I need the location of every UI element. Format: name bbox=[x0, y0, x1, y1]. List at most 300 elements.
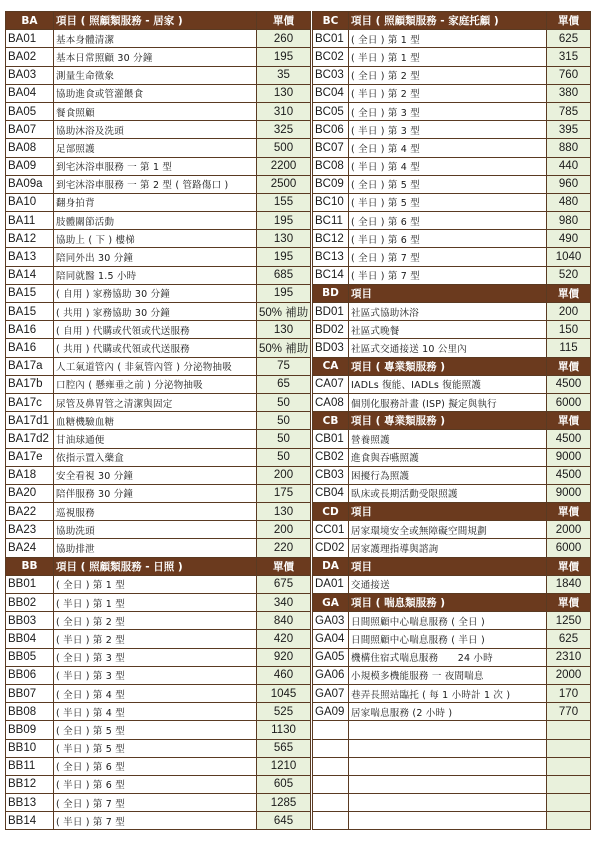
service-price: 9000 bbox=[547, 484, 591, 502]
table-row bbox=[6, 594, 311, 612]
service-name: 小規模多機能服務 一 夜間喘息 bbox=[349, 666, 547, 684]
service-name: ( 全日 ) 第 5 型 bbox=[54, 721, 257, 739]
service-code: BA01 bbox=[6, 30, 54, 48]
table-row bbox=[313, 84, 591, 102]
empty-cell bbox=[349, 721, 547, 739]
service-code: BB13 bbox=[6, 794, 54, 812]
service-code: BA02 bbox=[6, 48, 54, 66]
service-price: 2310 bbox=[547, 648, 591, 666]
section-code: GA bbox=[313, 594, 349, 612]
service-code: GA06 bbox=[313, 666, 349, 684]
service-code: BB03 bbox=[6, 612, 54, 630]
service-code: BD02 bbox=[313, 321, 349, 339]
section-header-row bbox=[6, 12, 311, 30]
service-price: 195 bbox=[257, 48, 311, 66]
table-row bbox=[6, 521, 311, 539]
empty-cell bbox=[349, 775, 547, 793]
service-code: BA12 bbox=[6, 230, 54, 248]
table-row bbox=[6, 339, 311, 357]
table-row bbox=[313, 630, 591, 648]
service-price: 2000 bbox=[547, 521, 591, 539]
service-price: 1045 bbox=[257, 684, 311, 702]
price-column-header: 單價 bbox=[257, 557, 311, 575]
table-row bbox=[313, 157, 591, 175]
section-title: 項目 ( 專業類服務 ) bbox=[349, 412, 547, 430]
table-row bbox=[313, 193, 591, 211]
service-price: 1250 bbox=[547, 612, 591, 630]
empty-cell bbox=[313, 739, 349, 757]
service-price: 1285 bbox=[257, 794, 311, 812]
service-name: ( 半日 ) 第 3 型 bbox=[349, 121, 547, 139]
empty-row bbox=[313, 794, 591, 812]
service-name: 血糖機驗血糖 bbox=[54, 412, 257, 430]
section-code: BA bbox=[6, 12, 54, 30]
service-code: BB09 bbox=[6, 721, 54, 739]
empty-row bbox=[313, 775, 591, 793]
table-row bbox=[313, 575, 591, 593]
table-row bbox=[313, 375, 591, 393]
service-price: 1130 bbox=[257, 721, 311, 739]
service-price: 4500 bbox=[547, 430, 591, 448]
empty-price-cell bbox=[547, 757, 591, 775]
empty-row bbox=[313, 739, 591, 757]
service-code: BA09a bbox=[6, 175, 54, 193]
service-code: GA05 bbox=[313, 648, 349, 666]
section-code: DA bbox=[313, 557, 349, 575]
service-code: GA09 bbox=[313, 703, 349, 721]
service-price: 220 bbox=[257, 539, 311, 557]
service-price: 2500 bbox=[257, 175, 311, 193]
empty-cell bbox=[349, 794, 547, 812]
table-row bbox=[6, 775, 311, 793]
table-row bbox=[6, 757, 311, 775]
service-price: 195 bbox=[257, 248, 311, 266]
table-row bbox=[313, 666, 591, 684]
service-name: ( 全日 ) 第 5 型 bbox=[349, 175, 547, 193]
service-name: ( 全日 ) 第 3 型 bbox=[349, 102, 547, 120]
empty-price-cell bbox=[547, 739, 591, 757]
service-name: ( 共用 ) 代購或代領或代送服務 bbox=[54, 339, 257, 357]
service-name: 困擾行為照護 bbox=[349, 466, 547, 484]
service-name: 機構住宿式喘息服務 24 小時 bbox=[349, 648, 547, 666]
section-title: 項目 bbox=[349, 503, 547, 521]
service-name: 個別化服務計畫 (ISP) 擬定與執行 bbox=[349, 393, 547, 411]
service-price: 490 bbox=[547, 230, 591, 248]
empty-cell bbox=[313, 794, 349, 812]
section-header-row bbox=[313, 357, 591, 375]
service-name: ( 半日 ) 第 5 型 bbox=[349, 193, 547, 211]
service-price: 175 bbox=[257, 484, 311, 502]
service-name: 到宅沐浴車服務 一 第 2 型 ( 管路傷口 ) bbox=[54, 175, 257, 193]
service-code: BA09 bbox=[6, 157, 54, 175]
service-price: 785 bbox=[547, 102, 591, 120]
table-row bbox=[313, 393, 591, 411]
service-price: 380 bbox=[547, 84, 591, 102]
service-code: BB06 bbox=[6, 666, 54, 684]
service-code: BA17a bbox=[6, 357, 54, 375]
service-name: 測量生命徵象 bbox=[54, 66, 257, 84]
service-code: BA14 bbox=[6, 266, 54, 284]
service-name: 足部照護 bbox=[54, 139, 257, 157]
service-code: BB05 bbox=[6, 648, 54, 666]
table-row bbox=[6, 121, 311, 139]
service-name: 進食與吞嚥照護 bbox=[349, 448, 547, 466]
service-name: ( 半日 ) 第 5 型 bbox=[54, 739, 257, 757]
service-code: BC14 bbox=[313, 266, 349, 284]
price-list bbox=[5, 11, 590, 830]
service-price: 9000 bbox=[547, 448, 591, 466]
service-code: BA05 bbox=[6, 102, 54, 120]
empty-price-cell bbox=[547, 812, 591, 830]
table-row bbox=[313, 102, 591, 120]
service-price: 1210 bbox=[257, 757, 311, 775]
service-name: ( 自用 ) 代購或代領或代送服務 bbox=[54, 321, 257, 339]
service-name: ( 全日 ) 第 7 型 bbox=[54, 794, 257, 812]
price-column-header: 單價 bbox=[547, 594, 591, 612]
service-price: 685 bbox=[257, 266, 311, 284]
service-name: 人工氣道管內 ( 非氣管內管 ) 分泌物抽吸 bbox=[54, 357, 257, 375]
empty-price-cell bbox=[547, 775, 591, 793]
service-name: 基本身體清潔 bbox=[54, 30, 257, 48]
table-row bbox=[313, 339, 591, 357]
table-row bbox=[6, 84, 311, 102]
empty-cell bbox=[313, 721, 349, 739]
service-code: BA18 bbox=[6, 466, 54, 484]
service-code: CB04 bbox=[313, 484, 349, 502]
table-row bbox=[6, 630, 311, 648]
service-name: ( 半日 ) 第 4 型 bbox=[349, 157, 547, 175]
service-name: 居家喘息服務 (2 小時 ) bbox=[349, 703, 547, 721]
service-code: CB02 bbox=[313, 448, 349, 466]
service-price: 6000 bbox=[547, 393, 591, 411]
table-row bbox=[6, 212, 311, 230]
service-name: 巡視服務 bbox=[54, 503, 257, 521]
service-code: BC09 bbox=[313, 175, 349, 193]
service-code: BA16 bbox=[6, 339, 54, 357]
service-price: 195 bbox=[257, 212, 311, 230]
service-name: ( 共用 ) 家務協助 30 分鐘 bbox=[54, 303, 257, 321]
service-name: ( 半日 ) 第 6 型 bbox=[54, 775, 257, 793]
service-price: 2000 bbox=[547, 666, 591, 684]
table-row bbox=[313, 539, 591, 557]
service-name: 依指示置入藥盒 bbox=[54, 448, 257, 466]
table-row bbox=[6, 321, 311, 339]
service-name: ( 半日 ) 第 1 型 bbox=[349, 48, 547, 66]
table-row bbox=[6, 739, 311, 757]
service-price: 130 bbox=[257, 321, 311, 339]
service-code: BA17b bbox=[6, 375, 54, 393]
empty-row bbox=[313, 812, 591, 830]
service-name: ( 全日 ) 第 1 型 bbox=[349, 30, 547, 48]
service-code: GA07 bbox=[313, 684, 349, 702]
service-price: 325 bbox=[257, 121, 311, 139]
service-code: CA07 bbox=[313, 375, 349, 393]
service-name: 巷弄長照站臨托 ( 每 1 小時計 1 次 ) bbox=[349, 684, 547, 702]
service-name: 社區式交通接送 10 公里內 bbox=[349, 339, 547, 357]
table-row bbox=[6, 375, 311, 393]
table-row bbox=[6, 412, 311, 430]
service-price: 65 bbox=[257, 375, 311, 393]
section-code: BD bbox=[313, 284, 349, 302]
service-name: ( 全日 ) 第 4 型 bbox=[54, 684, 257, 702]
service-price: 770 bbox=[547, 703, 591, 721]
service-price: 645 bbox=[257, 812, 311, 830]
service-code: BB04 bbox=[6, 630, 54, 648]
service-name: IADLs 復能、IADLs 復能照護 bbox=[349, 375, 547, 393]
service-code: BC10 bbox=[313, 193, 349, 211]
service-code: BC04 bbox=[313, 84, 349, 102]
service-price: 2200 bbox=[257, 157, 311, 175]
section-code: CA bbox=[313, 357, 349, 375]
service-price: 500 bbox=[257, 139, 311, 157]
service-price: 1040 bbox=[547, 248, 591, 266]
section-header-row bbox=[313, 557, 591, 575]
table-row bbox=[6, 157, 311, 175]
service-price: 130 bbox=[257, 84, 311, 102]
service-code: BA17e bbox=[6, 448, 54, 466]
table-row bbox=[313, 248, 591, 266]
service-code: BA17d2 bbox=[6, 430, 54, 448]
table-row bbox=[6, 248, 311, 266]
table-row bbox=[313, 66, 591, 84]
table-row bbox=[313, 648, 591, 666]
service-price: 50% 補助 bbox=[257, 339, 311, 357]
service-price: 6000 bbox=[547, 539, 591, 557]
section-title: 項目 ( 喘息類服務 ) bbox=[349, 594, 547, 612]
service-name: ( 半日 ) 第 7 型 bbox=[54, 812, 257, 830]
service-name: ( 半日 ) 第 1 型 bbox=[54, 594, 257, 612]
service-code: BB14 bbox=[6, 812, 54, 830]
service-code: BC11 bbox=[313, 212, 349, 230]
table-row bbox=[6, 284, 311, 302]
table-row bbox=[313, 139, 591, 157]
service-name: ( 半日 ) 第 6 型 bbox=[349, 230, 547, 248]
section-title: 項目 bbox=[349, 557, 547, 575]
service-name: 日間照顧中心喘息服務 ( 全日 ) bbox=[349, 612, 547, 630]
table-row bbox=[313, 212, 591, 230]
service-name: ( 半日 ) 第 3 型 bbox=[54, 666, 257, 684]
table-row bbox=[6, 703, 311, 721]
service-price: 130 bbox=[257, 230, 311, 248]
service-code: BA16 bbox=[6, 321, 54, 339]
table-row bbox=[6, 139, 311, 157]
service-code: CB03 bbox=[313, 466, 349, 484]
service-name: ( 半日 ) 第 2 型 bbox=[54, 630, 257, 648]
service-name: ( 全日 ) 第 3 型 bbox=[54, 648, 257, 666]
service-price: 4500 bbox=[547, 466, 591, 484]
table-row bbox=[6, 648, 311, 666]
service-code: BA07 bbox=[6, 121, 54, 139]
table-row bbox=[6, 102, 311, 120]
service-price: 155 bbox=[257, 193, 311, 211]
service-name: 基本日常照顧 30 分鐘 bbox=[54, 48, 257, 66]
service-code: BC13 bbox=[313, 248, 349, 266]
section-header-row bbox=[313, 284, 591, 302]
table-row bbox=[6, 721, 311, 739]
price-column-header: 單價 bbox=[547, 412, 591, 430]
table-row bbox=[313, 521, 591, 539]
service-price: 440 bbox=[547, 157, 591, 175]
service-name: 陪伴服務 30 分鐘 bbox=[54, 484, 257, 502]
service-price: 50 bbox=[257, 393, 311, 411]
table-row bbox=[313, 430, 591, 448]
service-name: ( 半日 ) 第 2 型 bbox=[349, 84, 547, 102]
service-name: 協助洗頭 bbox=[54, 521, 257, 539]
empty-cell bbox=[313, 812, 349, 830]
service-name: 肢體關節活動 bbox=[54, 212, 257, 230]
service-price: 395 bbox=[547, 121, 591, 139]
section-code: BC bbox=[313, 12, 349, 30]
service-price: 840 bbox=[257, 612, 311, 630]
service-code: BC01 bbox=[313, 30, 349, 48]
service-code: GA03 bbox=[313, 612, 349, 630]
service-price: 980 bbox=[547, 212, 591, 230]
table-row bbox=[313, 48, 591, 66]
service-name: 居家環境安全或無障礙空間規劃 bbox=[349, 521, 547, 539]
table-row bbox=[6, 684, 311, 702]
service-name: ( 全日 ) 第 6 型 bbox=[54, 757, 257, 775]
table-row bbox=[313, 30, 591, 48]
service-name: ( 全日 ) 第 6 型 bbox=[349, 212, 547, 230]
section-title: 項目 ( 照顧類服務 - 家庭托顧 ) bbox=[349, 12, 547, 30]
service-code: BC02 bbox=[313, 48, 349, 66]
service-name: 陪同就醫 1.5 小時 bbox=[54, 266, 257, 284]
service-price: 760 bbox=[547, 66, 591, 84]
service-price: 625 bbox=[547, 630, 591, 648]
section-code: CD bbox=[313, 503, 349, 521]
service-price: 460 bbox=[257, 666, 311, 684]
section-header-row bbox=[6, 557, 311, 575]
section-code: CB bbox=[313, 412, 349, 430]
service-name: 翻身拍背 bbox=[54, 193, 257, 211]
service-price: 195 bbox=[257, 284, 311, 302]
table-row bbox=[6, 30, 311, 48]
section-title: 項目 bbox=[349, 284, 547, 302]
service-code: BB07 bbox=[6, 684, 54, 702]
table-row bbox=[313, 448, 591, 466]
service-price: 200 bbox=[257, 521, 311, 539]
service-name: 社區式晚餐 bbox=[349, 321, 547, 339]
service-price: 260 bbox=[257, 30, 311, 48]
service-name: ( 全日 ) 第 2 型 bbox=[349, 66, 547, 84]
service-price: 75 bbox=[257, 357, 311, 375]
service-price: 50 bbox=[257, 412, 311, 430]
service-price: 200 bbox=[257, 466, 311, 484]
service-price: 310 bbox=[257, 102, 311, 120]
service-code: CA08 bbox=[313, 393, 349, 411]
right-price-table bbox=[312, 11, 591, 830]
empty-cell bbox=[349, 812, 547, 830]
empty-row bbox=[313, 721, 591, 739]
table-row bbox=[313, 266, 591, 284]
empty-price-cell bbox=[547, 721, 591, 739]
empty-cell bbox=[349, 739, 547, 757]
service-name: 陪同外出 30 分鐘 bbox=[54, 248, 257, 266]
service-price: 960 bbox=[547, 175, 591, 193]
service-code: BC12 bbox=[313, 230, 349, 248]
service-name: ( 半日 ) 第 4 型 bbox=[54, 703, 257, 721]
service-name: 協助上 ( 下 ) 樓梯 bbox=[54, 230, 257, 248]
table-row bbox=[313, 466, 591, 484]
service-code: GA04 bbox=[313, 630, 349, 648]
table-row bbox=[6, 812, 311, 830]
service-price: 4500 bbox=[547, 375, 591, 393]
section-code: BB bbox=[6, 557, 54, 575]
service-name: 尿管及鼻胃管之清潔與固定 bbox=[54, 393, 257, 411]
service-name: ( 自用 ) 家務協助 30 分鐘 bbox=[54, 284, 257, 302]
section-header-row bbox=[313, 594, 591, 612]
service-code: CB01 bbox=[313, 430, 349, 448]
service-price: 920 bbox=[257, 648, 311, 666]
service-name: 交通接送 bbox=[349, 575, 547, 593]
service-code: BA11 bbox=[6, 212, 54, 230]
price-column-header: 單價 bbox=[547, 357, 591, 375]
service-code: BB10 bbox=[6, 739, 54, 757]
service-name: 口腔內 ( 懸雍垂之前 ) 分泌物抽吸 bbox=[54, 375, 257, 393]
service-name: 營養照護 bbox=[349, 430, 547, 448]
service-code: BC05 bbox=[313, 102, 349, 120]
price-column-header: 單價 bbox=[257, 12, 311, 30]
service-price: 170 bbox=[547, 684, 591, 702]
service-price: 315 bbox=[547, 48, 591, 66]
service-code: BB02 bbox=[6, 594, 54, 612]
empty-price-cell bbox=[547, 794, 591, 812]
service-code: BA17d1 bbox=[6, 412, 54, 430]
service-name: ( 全日 ) 第 7 型 bbox=[349, 248, 547, 266]
service-price: 675 bbox=[257, 575, 311, 593]
service-price: 625 bbox=[547, 30, 591, 48]
service-code: BC06 bbox=[313, 121, 349, 139]
service-name: 餐食照顧 bbox=[54, 102, 257, 120]
service-name: 安全看視 30 分鐘 bbox=[54, 466, 257, 484]
service-price: 200 bbox=[547, 303, 591, 321]
table-row bbox=[313, 303, 591, 321]
service-price: 50 bbox=[257, 448, 311, 466]
service-code: CD02 bbox=[313, 539, 349, 557]
service-price: 50% 補助 bbox=[257, 303, 311, 321]
service-code: BA13 bbox=[6, 248, 54, 266]
section-header-row bbox=[313, 12, 591, 30]
service-code: BC08 bbox=[313, 157, 349, 175]
service-price: 420 bbox=[257, 630, 311, 648]
service-price: 880 bbox=[547, 139, 591, 157]
empty-cell bbox=[313, 757, 349, 775]
table-row bbox=[6, 430, 311, 448]
price-column-header: 單價 bbox=[547, 284, 591, 302]
service-name: 甘油球通便 bbox=[54, 430, 257, 448]
service-code: CC01 bbox=[313, 521, 349, 539]
service-code: BA10 bbox=[6, 193, 54, 211]
table-row bbox=[6, 175, 311, 193]
service-name: ( 全日 ) 第 2 型 bbox=[54, 612, 257, 630]
service-name: ( 半日 ) 第 7 型 bbox=[349, 266, 547, 284]
table-row bbox=[6, 393, 311, 411]
service-price: 605 bbox=[257, 775, 311, 793]
table-row bbox=[313, 175, 591, 193]
service-name: 協助進食或管灌餵食 bbox=[54, 84, 257, 102]
service-price: 115 bbox=[547, 339, 591, 357]
section-header-row bbox=[313, 503, 591, 521]
section-title: 項目 ( 照顧類服務 - 日照 ) bbox=[54, 557, 257, 575]
service-name: 協助排泄 bbox=[54, 539, 257, 557]
table-row bbox=[313, 684, 591, 702]
service-code: BA23 bbox=[6, 521, 54, 539]
service-code: BD03 bbox=[313, 339, 349, 357]
service-name: 協助沐浴及洗頭 bbox=[54, 121, 257, 139]
table-row bbox=[6, 484, 311, 502]
service-price: 565 bbox=[257, 739, 311, 757]
left-price-table bbox=[5, 11, 311, 830]
